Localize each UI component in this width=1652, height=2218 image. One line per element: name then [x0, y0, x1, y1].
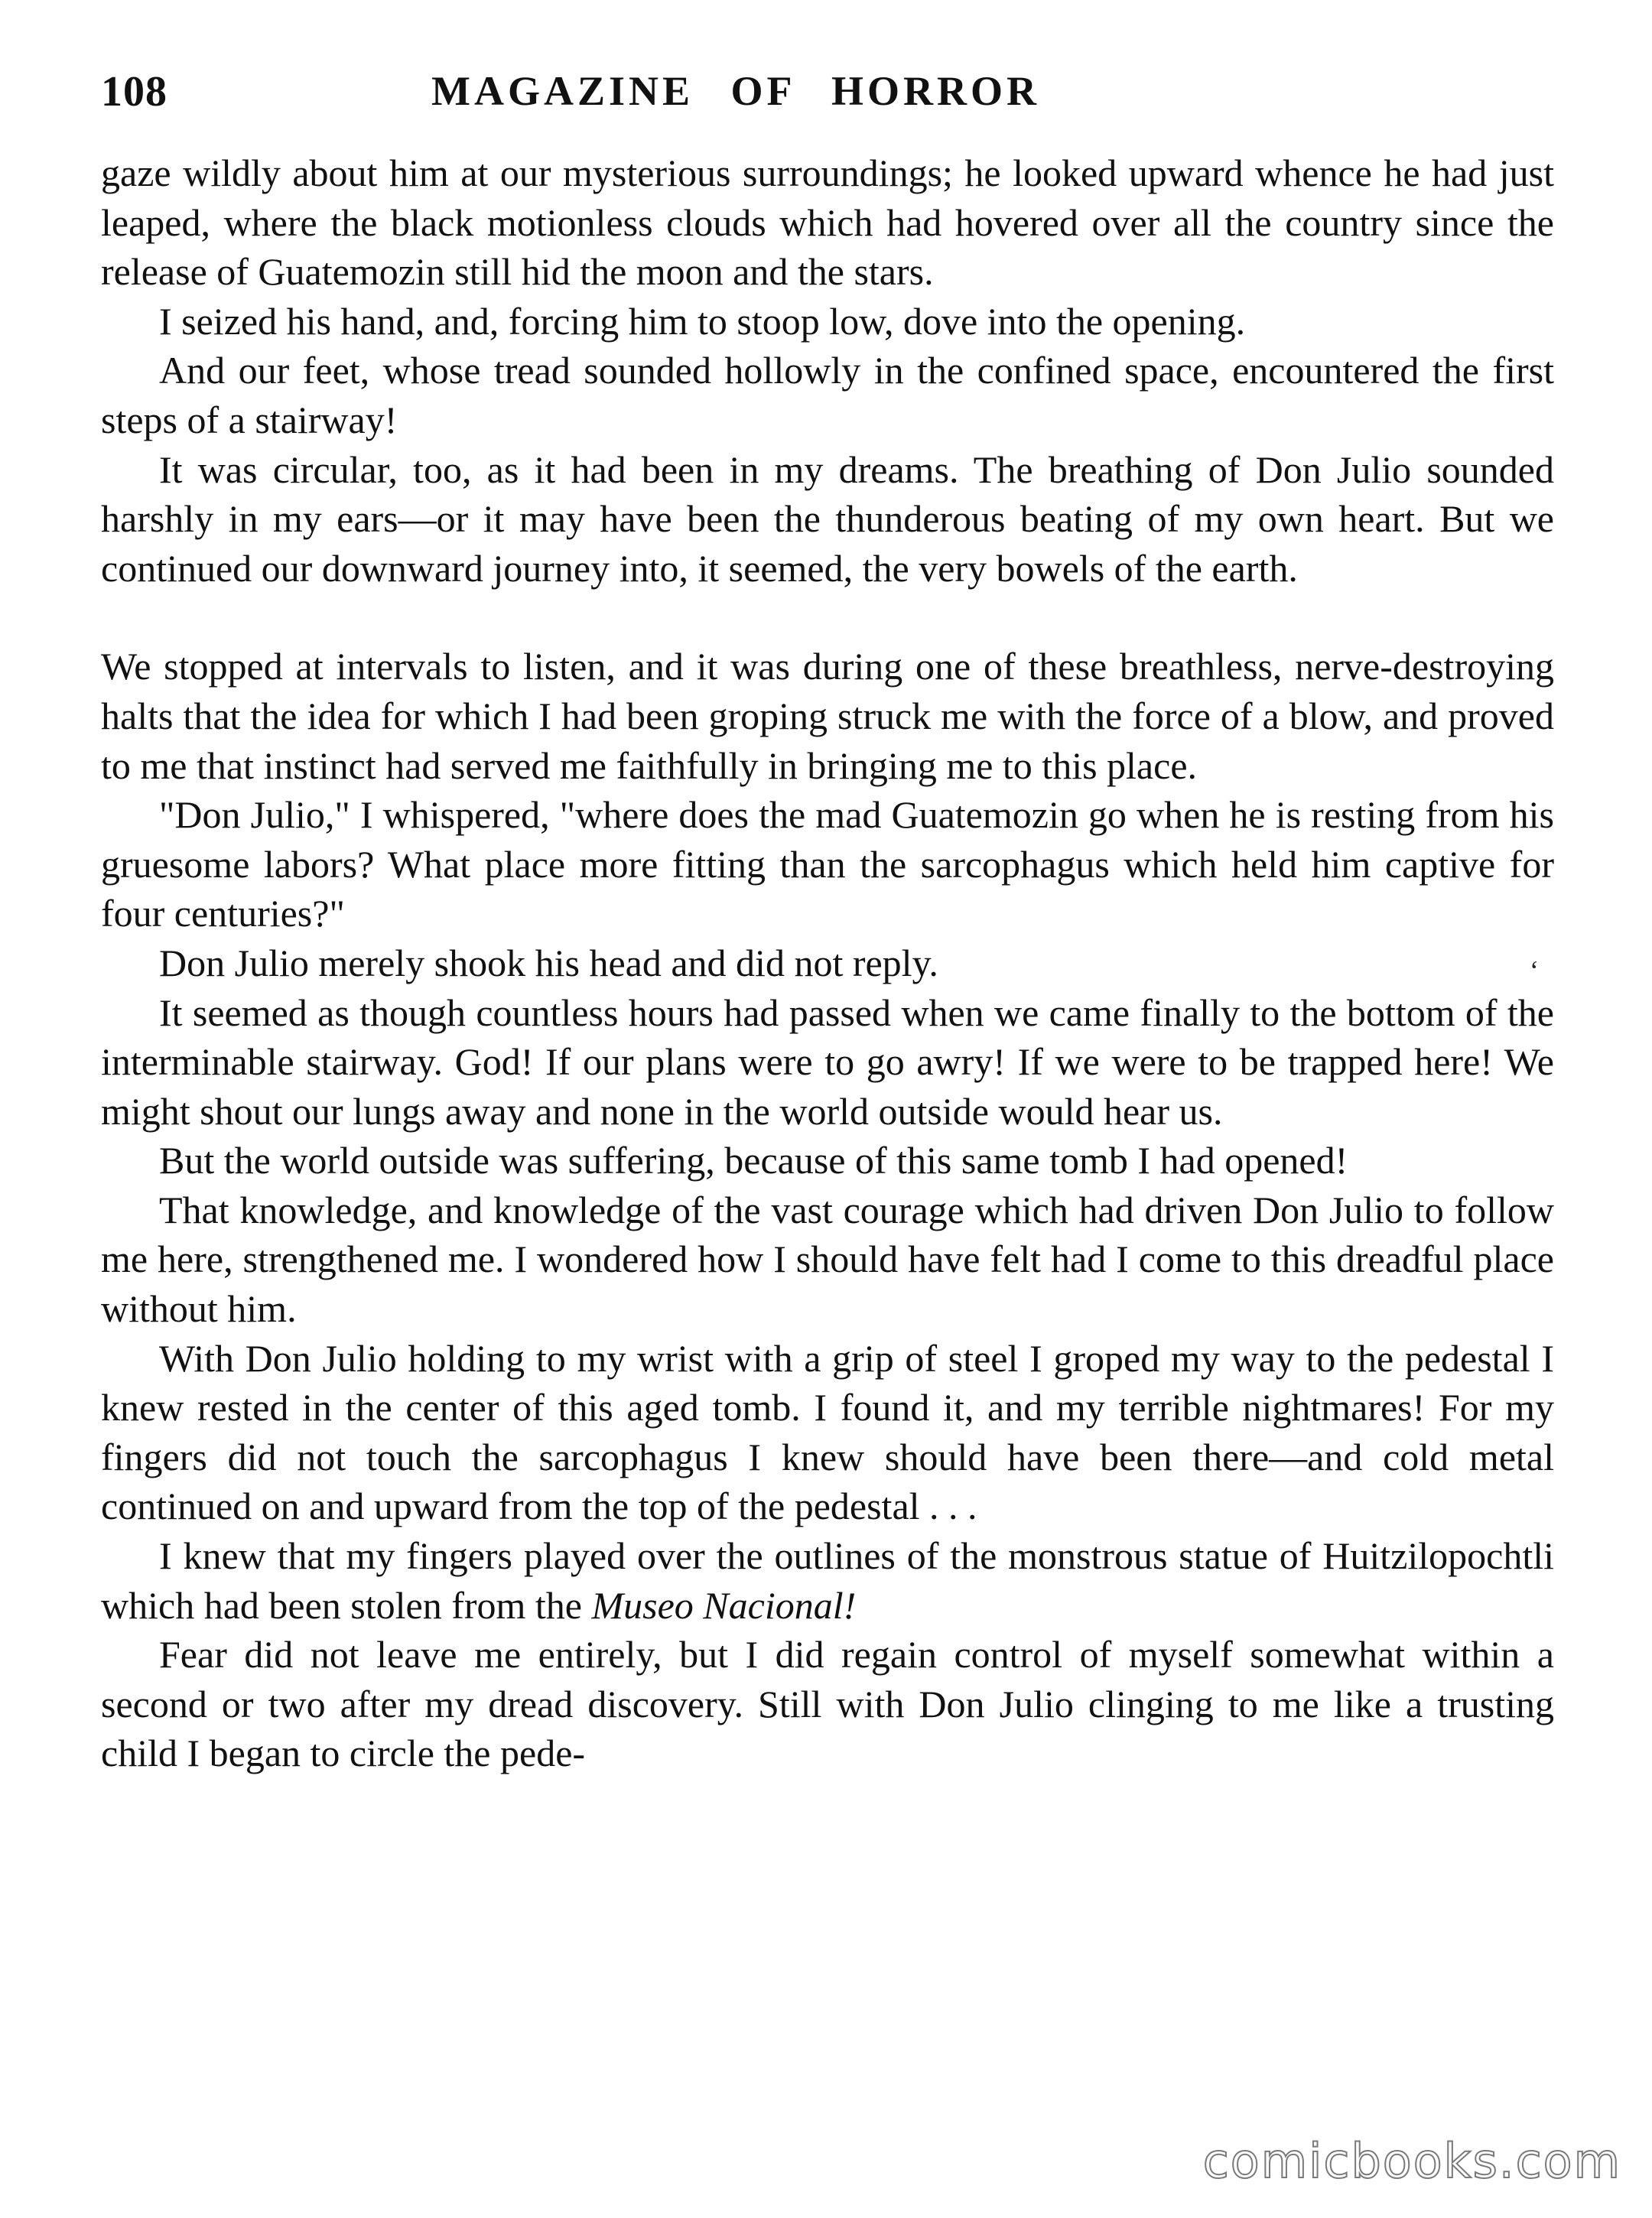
paragraph: We stopped at intervals to listen, and it was during one of these breathless, nerve-destroying halts that the idea for which I had been groping struck me with the force of a blow, and proved to me that instinct had served me faithfully in bringing me to this place. — [101, 645, 1554, 787]
page-number: 108 — [101, 68, 167, 115]
stray-print-mark: ‘ — [1530, 955, 1539, 986]
running-title: MAGAZINE OF HORROR — [431, 68, 1040, 114]
museum-name: Museo Nacional! — [591, 1583, 857, 1627]
paragraph: It was circular, too, as it had been in my dreams. The breathing of Don Julio sounded harshly in my ears—or it may have been the thunderous beating of my own heart. But we continued our downward journey into, it seemed, the very bowels of the earth. — [101, 447, 1554, 590]
paragraph: With Don Julio holding to my wrist with a grip of steel I groped my way to the pedestal I knew rested in the center of this aged tomb. I found it, and my terrible nightmares! For my fingers did not touch the sarcophagus I knew should have been there—and cold metal continued on and upward from the top of the pedestal . . . — [101, 1336, 1554, 1528]
paragraph: It seemed as though countless hours had passed when we came finally to the bottom of the interminable stairway. God! If our plans were to go awry! If we were to be trapped here! We might shout our lungs away and none in the world outside would hear us. — [101, 990, 1554, 1133]
paragraph-continued: gaze wildly about him at our mysterious surroundings; he looked upward whence he had just leaped, where the black motionless clouds which had hovered over all the country since the release of Guatemozin still hid the moon and the stars. — [101, 151, 1554, 294]
page-header — [101, 67, 1554, 128]
paragraph: But the world outside was suffering, because of this same tomb I had opened! — [159, 1139, 1348, 1182]
paragraph: Don Julio merely shook his head and did not reply. — [159, 941, 938, 984]
watermark-logo: comicbooks.com — [1202, 2133, 1621, 2189]
paragraph-with-italic — [101, 1531, 1554, 1630]
story-text — [101, 148, 1554, 1778]
paragraph: "Don Julio," I whispered, "where does the mad Guatemozin go when he is resting from his gruesome labors? What place more fitting than the sarcophagus which held him captive for four centuries?" — [101, 793, 1554, 935]
section-break — [101, 593, 1554, 642]
paragraph: I seized his hand, and, forcing him to stoop low, dove into the opening. — [159, 299, 1246, 343]
paragraph: That knowledge, and knowledge of the vast courage which had driven Don Julio to follow me here, strengthened me. I wondered how I should have felt had I come to this dreadful place without him. — [101, 1188, 1554, 1331]
paragraph: And our feet, whose tread sounded hollowly in the confined space, encountered the first steps of a stairway! — [101, 349, 1554, 441]
paragraph-continues: Fear did not leave me entirely, but I did regain control of myself somewhat within a second or two after my dread discovery. Still with Don Julio clinging to me like a trusting child I began to circle the pede- — [101, 1633, 1554, 1775]
paragraph-text: I knew that my fingers played over the outlines of the monstrous statue of Huitzilopochtli which had been stolen from the — [101, 1534, 1554, 1627]
